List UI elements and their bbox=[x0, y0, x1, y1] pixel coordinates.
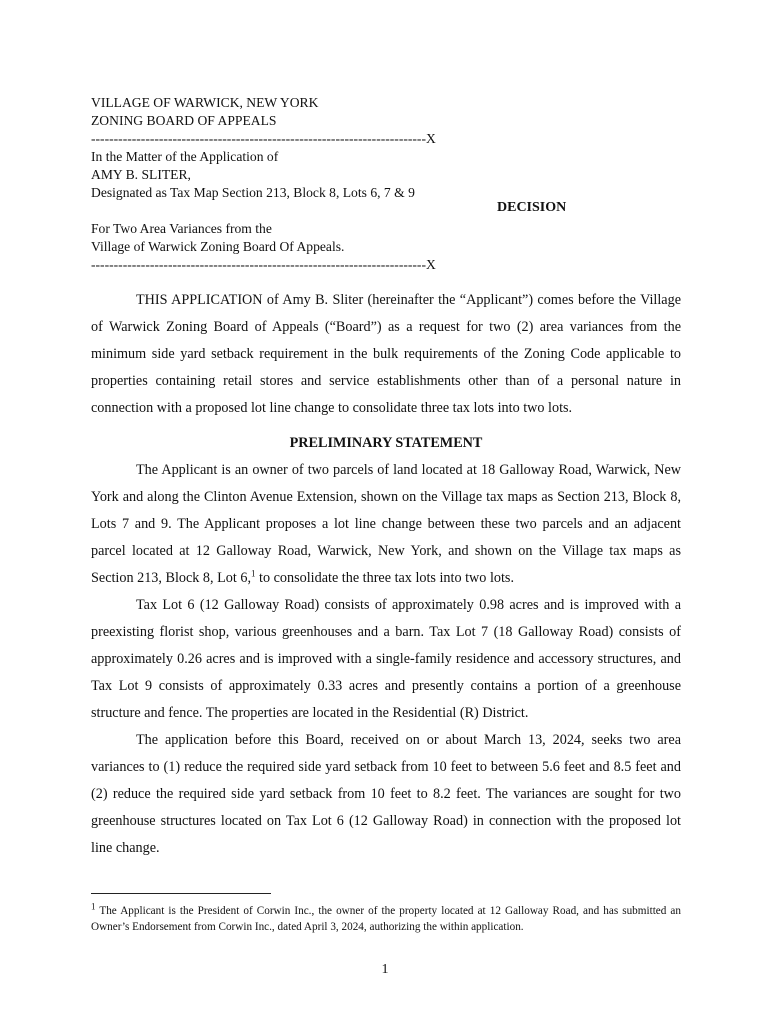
page-number: 1 bbox=[381, 962, 389, 977]
footnote-divider bbox=[91, 893, 271, 894]
caption-purpose: For Two Area Variances from the bbox=[91, 221, 272, 236]
caption-board: ZONING BOARD OF APPEALS bbox=[91, 113, 277, 128]
document-body bbox=[91, 287, 681, 862]
paragraph-applicant-text-end: to consolidate the three tax lots into two lots. bbox=[255, 570, 514, 586]
footnote bbox=[91, 903, 681, 935]
caption-tax-map: Designated as Tax Map Section 213, Block 8, Lots 6, 7 & 9 bbox=[91, 185, 415, 200]
caption-matter: In the Matter of the Application of bbox=[91, 149, 279, 164]
paragraph-applicant-text: The Applicant is an owner of two parcels of land located at 18 Galloway Road, Warwick, New York and along the Clinton Avenue Extension, shown on the Village tax maps as Section 213, Block 8, Lots 7 and 9. The Applicant proposes a lot line change between these two parcels and an adjacent parcel located at 12 Galloway Road, Warwick, New York, and shown on the Village tax maps as Section 213, Block 8, Lot 6, bbox=[91, 462, 681, 586]
intro-paragraph: THIS APPLICATION of Amy B. Sliter (hereinafter the “Applicant”) comes before the Village of Warwick Zoning Board of Appeals (“Board”) as a request for two (2) area variances from the minimum side yard setback requirement in the bulk requirements of the Zoning Code applicable to properties containing retail stores and service establishments other than of a personal nature in connection with a proposed lot line change to consolidate three tax lots into two lots. bbox=[91, 292, 681, 416]
caption-applicant: AMY B. SLITER, bbox=[91, 167, 191, 182]
decision-label: DECISION bbox=[497, 200, 567, 215]
caption-separator-top: --------------------------------------------------------------------------X bbox=[91, 131, 436, 146]
footnote-text: The Applicant is the President of Corwin Inc., the owner of the property located at 12 Galloway Road, and has submitted an Owner’s Endorsement from Corwin Inc., dated April 3, 2024, authorizing the within application. bbox=[91, 905, 681, 933]
paragraph-applicant bbox=[91, 457, 681, 592]
case-caption bbox=[91, 94, 691, 274]
caption-spacer bbox=[91, 202, 691, 220]
footnote-mark: 1 bbox=[91, 901, 96, 912]
paragraph-tax-lots: Tax Lot 6 (12 Galloway Road) consists of approximately 0.98 acres and is improved with a preexisting florist shop, various greenhouses and a barn. Tax Lot 7 (18 Galloway Road) consists of approximately 0.26 acres and is improved with a single-family residence and accessory structures, and Tax Lot 9 consists of approximately 0.33 acres and presently contains a portion of a greenhouse structure and fence. The properties are located in the Residential (R) District. bbox=[91, 597, 681, 721]
caption-board-name: Village of Warwick Zoning Board Of Appeals. bbox=[91, 239, 345, 254]
caption-municipality: VILLAGE OF WARWICK, NEW YORK bbox=[91, 95, 319, 110]
paragraph-application: The application before this Board, received on or about March 13, 2024, seeks two area variances to (1) reduce the required side yard setback from 10 feet to between 5.6 feet and 8.5 feet and (2) reduce the required side yard setback from 10 feet to 8.2 feet. The variances are sought for two greenhouse structures located on Tax Lot 6 (12 Galloway Road) in connection with the proposed lot line change. bbox=[91, 732, 681, 856]
section-heading: PRELIMINARY STATEMENT bbox=[289, 435, 483, 451]
footnote-reference: 1 bbox=[251, 568, 256, 579]
caption-separator-bottom: --------------------------------------------------------------------------X bbox=[91, 257, 436, 272]
